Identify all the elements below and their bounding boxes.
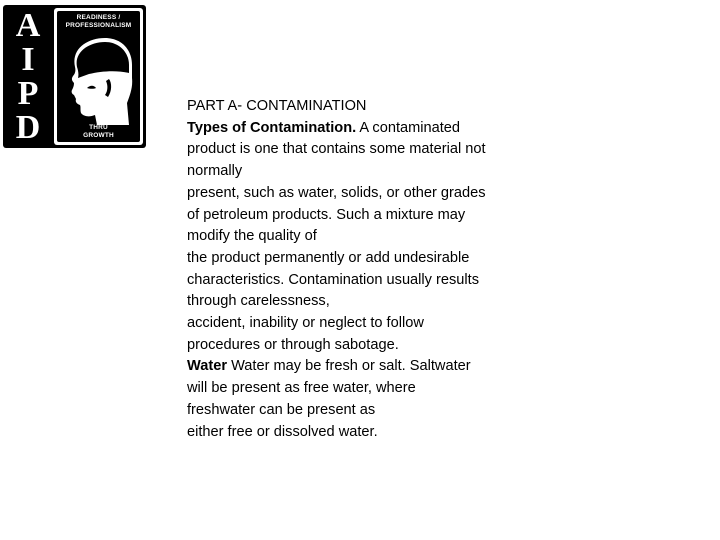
logo-letter-d: D: [15, 109, 41, 146]
body-line: either free or dissolved water.: [187, 423, 378, 440]
water-paragraph-first-line: [187, 356, 547, 378]
logo-letter-p: P: [17, 75, 39, 112]
body-line: through carelessness,: [187, 293, 330, 310]
logo-emblem-panel: [54, 8, 143, 145]
logo-motto-line-3: THRU: [89, 124, 108, 131]
body-line: normally: [187, 163, 243, 180]
body-line: characteristics. Contamination usually results: [187, 271, 479, 288]
water-label: Water: [187, 358, 228, 375]
body-line: modify the quality of: [187, 228, 317, 245]
logo-letter-i: I: [21, 41, 35, 78]
body-line: of petroleum products. Such a mixture may: [187, 206, 466, 223]
body-line: product is one that contains some material not: [187, 141, 486, 158]
body-line: accident, inability or neglect to follow: [187, 315, 424, 332]
types-paragraph-first-line: [187, 118, 547, 140]
soldier-helmet-icon: [61, 33, 137, 125]
aipd-logo: [3, 5, 146, 148]
logo-letter-column: [6, 9, 50, 145]
logo-motto-line-1: READINESS /: [76, 14, 121, 21]
body-line: will be present as free water, where: [187, 380, 416, 397]
types-label: Types of Contamination.: [187, 119, 357, 136]
logo-letter-a: A: [15, 7, 41, 44]
body-line: present, such as water, solids, or other grades: [187, 184, 486, 201]
body-line: procedures or through sabotage.: [187, 336, 399, 353]
water-text: Water may be fresh or salt. Saltwater: [227, 358, 471, 375]
document-body: [187, 96, 547, 443]
logo-motto-line-2: PROFESSIONALISM: [65, 22, 132, 29]
logo-motto-line-4: GROWTH: [83, 132, 114, 139]
body-line: the product permanently or add undesirable: [187, 249, 470, 266]
body-line: freshwater can be present as: [187, 401, 376, 418]
section-heading: PART A- CONTAMINATION: [187, 98, 367, 114]
types-text: A contaminated: [356, 119, 461, 136]
logo-emblem: [57, 11, 140, 142]
